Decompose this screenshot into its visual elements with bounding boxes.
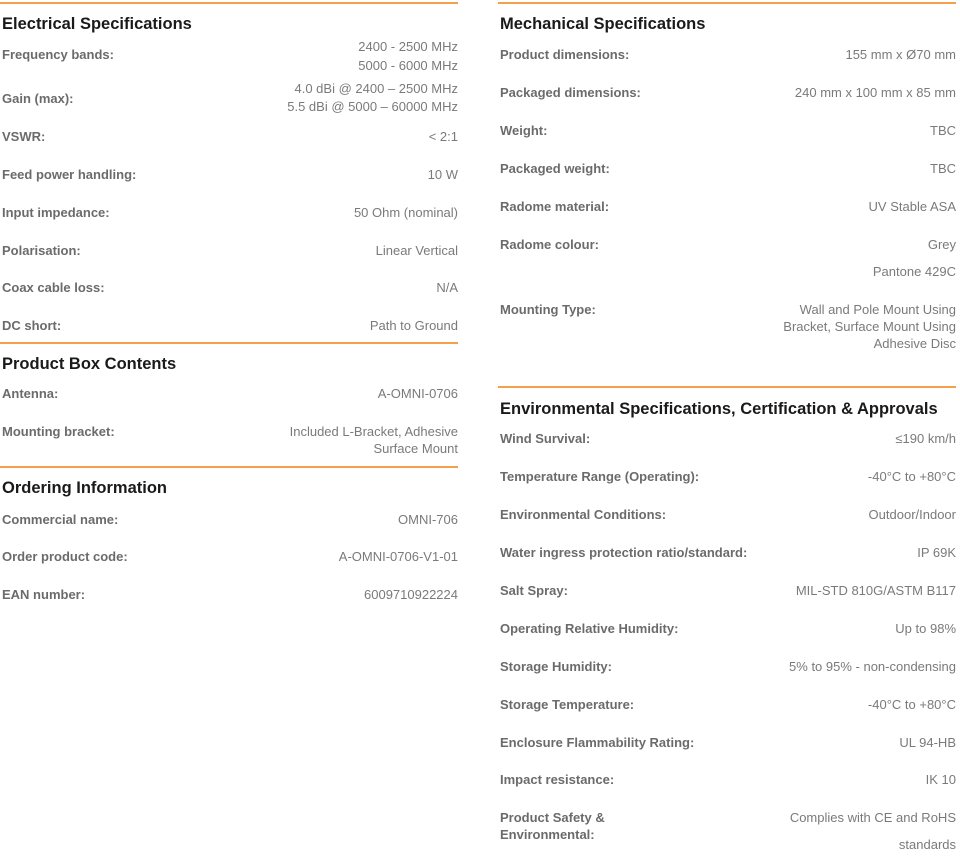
spec-value-line: 2400 - 2500 MHz (358, 39, 458, 54)
spec-value: MIL-STD 810G/ASTM B117 (795, 583, 956, 598)
spec-value (290, 423, 458, 457)
ordering-section (0, 466, 458, 608)
spec-label: Operating Relative Humidity: (500, 621, 679, 636)
spec-label: Storage Temperature: (500, 697, 635, 712)
spec-label: Environmental Conditions: (500, 507, 667, 522)
spec-value: -40°C to +80°C (867, 697, 956, 712)
spec-value (783, 301, 956, 352)
spec-value: TBC (930, 161, 956, 176)
spec-value-line: 5000 - 6000 MHz (358, 58, 458, 73)
electrical-section (0, 2, 458, 344)
spec-value-line: Pantone 429C (872, 264, 956, 279)
spec-label: Water ingress protection ratio/standard: (500, 545, 748, 560)
spec-value: A-OMNI-0706-V1-01 (338, 549, 458, 564)
spec-label: Radome material: (500, 199, 610, 214)
spec-label: Wind Survival: (500, 431, 591, 446)
spec-value: N/A (436, 280, 458, 295)
spec-label: Polarisation: (2, 243, 81, 258)
spec-label: Gain (max): (2, 91, 74, 106)
spec-label: Enclosure Flammability Rating: (500, 735, 695, 750)
spec-value-line: standards (898, 837, 956, 852)
spec-label: Storage Humidity: (500, 659, 612, 674)
spec-label-line: Product Safety & (500, 810, 605, 825)
spec-value: Path to Ground (369, 318, 458, 333)
section-title: Electrical Specifications (2, 15, 192, 33)
spec-value-line: 4.0 dBi @ 2400 – 2500 MHz (294, 81, 458, 96)
spec-value: OMNI-706 (398, 512, 458, 527)
spec-value: 240 mm x 100 mm x 85 mm (794, 85, 956, 100)
spec-value: 10 W (427, 167, 458, 182)
spec-label: Order product code: (2, 549, 128, 564)
spec-label: Coax cable loss: (2, 280, 105, 295)
spec-label (500, 809, 605, 843)
spec-value-line: Included L-Bracket, Adhesive (289, 424, 458, 439)
spec-label: Frequency bands: (2, 47, 114, 62)
spec-value: IK 10 (925, 772, 956, 787)
spec-value: Outdoor/Indoor (868, 507, 956, 522)
spec-value: TBC (930, 123, 956, 138)
spec-label: Product dimensions: (500, 47, 630, 62)
spec-label: Packaged weight: (500, 161, 610, 176)
section-title: Product Box Contents (2, 355, 177, 373)
spec-value: 6009710922224 (364, 587, 458, 602)
spec-value: Up to 98% (895, 621, 956, 636)
spec-value-line: Wall and Pole Mount Using (799, 302, 956, 317)
mechanical-section (498, 2, 956, 384)
spec-value-line: Adhesive Disc (873, 336, 956, 351)
environmental-section (498, 386, 956, 856)
spec-value-line: Bracket, Surface Mount Using (783, 319, 956, 334)
spec-label: Commercial name: (2, 512, 119, 527)
spec-value: A-OMNI-0706 (377, 386, 458, 401)
spec-label: Mounting Type: (500, 302, 596, 317)
spec-label: Weight: (500, 123, 548, 138)
spec-label: Packaged dimensions: (500, 85, 641, 100)
spec-value-line: Grey (927, 237, 956, 252)
spec-label: DC short: (2, 318, 62, 333)
spec-label: Antenna: (2, 386, 59, 401)
section-title: Ordering Information (2, 479, 167, 497)
spec-value (873, 231, 956, 285)
spec-value (287, 80, 458, 116)
spec-value: 5% to 95% - non-condensing (789, 659, 956, 674)
section-title: Environmental Specifications, Certification & Approvals (500, 400, 938, 418)
spec-label: Mounting bracket: (2, 424, 115, 439)
spec-value: 155 mm x Ø70 mm (845, 47, 956, 62)
section-title: Mechanical Specifications (500, 15, 706, 33)
spec-value (358, 37, 458, 75)
spec-value-line: 5.5 dBi @ 5000 – 60000 MHz (287, 99, 458, 114)
spec-label: VSWR: (2, 129, 46, 144)
spec-value: ≤190 km/h (895, 431, 956, 446)
spec-value: Linear Vertical (375, 243, 458, 258)
spec-label: Salt Spray: (500, 583, 568, 598)
spec-label-line: Environmental: (500, 827, 595, 842)
spec-value: UV Stable ASA (868, 199, 956, 214)
spec-label: Input impedance: (2, 205, 110, 220)
spec-label: Impact resistance: (500, 772, 615, 787)
box-contents-section (0, 342, 458, 468)
spec-value-line: Surface Mount (373, 441, 458, 456)
spec-value: 50 Ohm (nominal) (353, 205, 458, 220)
spec-value: IP 69K (917, 545, 956, 560)
spec-value (790, 804, 956, 858)
spec-value-line: Complies with CE and RoHS (789, 810, 956, 825)
spec-label: Feed power handling: (2, 167, 137, 182)
spec-value: < 2:1 (428, 129, 458, 144)
spec-value: -40°C to +80°C (867, 469, 956, 484)
spec-label: EAN number: (2, 587, 86, 602)
spec-label: Temperature Range (Operating): (500, 469, 700, 484)
spec-label: Radome colour: (500, 237, 599, 252)
spec-value: UL 94-HB (899, 735, 956, 750)
